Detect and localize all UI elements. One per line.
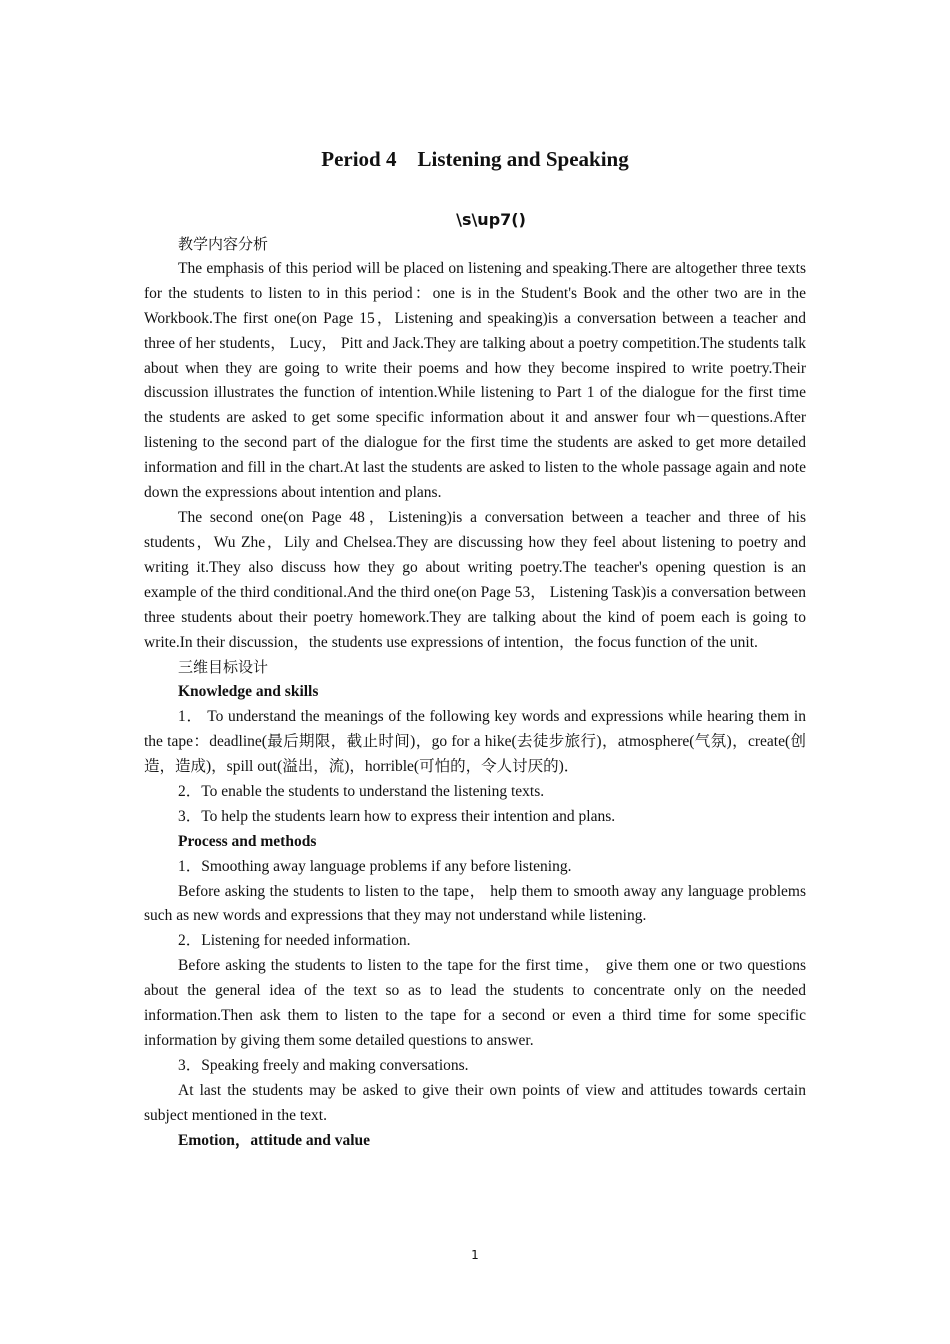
- paragraph-emphasis: The emphasis of this period will be placed on listening and speaking.There are altogether three texts for the students to listen to in this period：one is in the Student's Book and the other two are in the Workbook.The first one(on Page 15，Listening and speaking)is a conversation between a teacher and three of her students， Lucy， Pitt and Jack.They are talking about a poetry competition.The students talk about when they are going to write their poems and how they become inspired to write poetry.Their discussion illustrates the function of intention.While listening to Part 1 of the dialogue for the first time the students are asked to get some specific information about it and answer four wh－questions.After listening to the second part of the dialogue for the first time the students are asked to get more detailed information and fill in the chart.At last the students are asked to listen to the whole passage again and note down the expressions about intention and plans.: [144, 259, 806, 502]
- process-item-3-description: At last the students may be asked to give their own points of view and attitudes towards certain subject mentioned in the text.: [144, 1081, 806, 1124]
- page-subtitle: \s\up7(): [456, 210, 526, 229]
- section-heading-goals: 三维目标设计: [178, 658, 269, 677]
- knowledge-item-2: 2．To enable the students to understand the listening texts.: [178, 782, 545, 800]
- paragraph-second-text: The second one(on Page 48，Listening)is a conversation between a teacher and three of his students，Wu Zhe，Lily and Chelsea.They are discussing how they feel about listening to poetry and writing it.They also discuss how they go about writing poetry.The teacher's opening question is an example of the third conditional.And the third one(on Page 53， Listening Task)is a conversation between three students about their poetry homework.They are talking about the kind of poem each is going to write.In their discussion，the students use expressions of intention，the focus function of the unit.: [144, 508, 806, 651]
- subheading-process-methods: Process and methods: [178, 832, 317, 850]
- process-item-1: 1．Smoothing away language problems if any before listening.: [178, 857, 572, 875]
- process-item-3: 3．Speaking freely and making conversations.: [178, 1056, 469, 1074]
- page-title: Period 4 Listening and Speaking: [321, 147, 629, 171]
- subheading-knowledge-skills: Knowledge and skills: [178, 683, 319, 701]
- document-body: [144, 232, 806, 1154]
- process-item-2: 2．Listening for needed information.: [178, 932, 411, 950]
- knowledge-item-3: 3．To help the students learn how to express their intention and plans.: [178, 807, 616, 825]
- section-heading-analysis: 教学内容分析: [178, 235, 269, 253]
- process-item-2-description: Before asking the students to listen to the tape for the first time， give them one or two questions about the general idea of the text so as to lead the students to concentrate only on the needed information.Then ask them to listen to the tape for a second or even a third time for some specific information by giving them some detailed questions to answer.: [144, 957, 806, 1049]
- page-number: 1: [471, 1248, 479, 1262]
- subheading-emotion-attitude-value: Emotion，attitude and value: [178, 1131, 371, 1149]
- process-item-1-description: Before asking the students to listen to the tape， help them to smooth away any language problems such as new words and expressions that they may not understand while listening.: [144, 882, 806, 925]
- knowledge-item-1: 1． To understand the meanings of the following key words and expressions while hearing them in the tape：deadline(最后期限，截止时间)，go for a hike(去徒步旅行)，atmosphere(气氛)，create(创造，造成)，spill out(溢出，流)，horrible(可怕的，令人讨厌的)．: [144, 708, 806, 776]
